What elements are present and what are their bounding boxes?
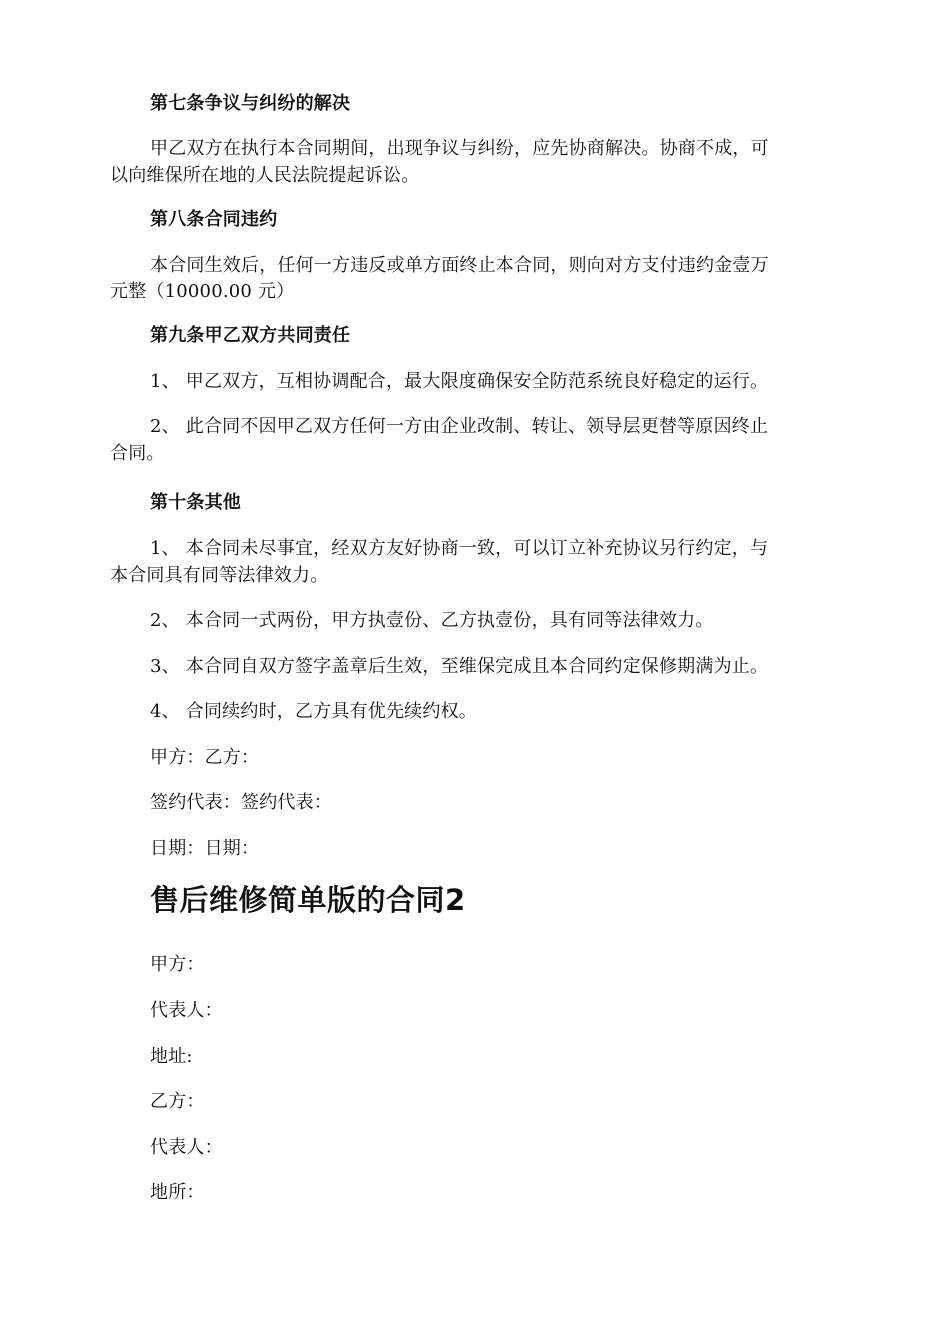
section-8-body-line-1: 本合同生效后，任何一方违反或单方面终止本合同，则向对方支付违约金壹万 [150, 255, 769, 276]
section-7-title: 第七条争议与纠纷的解决 [150, 93, 351, 114]
contract-2-address-b: 地所： [150, 1182, 205, 1203]
signature-parties: 甲方：乙方： [150, 747, 260, 768]
section-8-title: 第八条合同违约 [150, 209, 278, 230]
signature-representatives: 签约代表：签约代表： [150, 792, 332, 813]
section-10-item-1-line-1: 1、 本合同未尽事宜，经双方友好协商一致，可以订立补充协议另行约定，与 [150, 538, 769, 559]
section-10-item-1-line-2: 本合同具有同等法律效力。 [110, 565, 329, 586]
section-9-title: 第九条甲乙双方共同责任 [150, 325, 351, 346]
section-9-item-2-line-1: 2、 此合同不因甲乙双方任何一方由企业改制、转让、领导层更替等原因终止 [150, 416, 769, 437]
section-10-item-4: 4、 合同续约时，乙方具有优先续约权。 [150, 701, 477, 722]
section-7-body-line-2: 以向维保所在地的人民法院提起诉讼。 [110, 165, 420, 186]
section-10-title: 第十条其他 [150, 492, 241, 513]
section-10-item-2: 2、 本合同一式两份，甲方执壹份、乙方执壹份，具有同等法律效力。 [150, 610, 714, 631]
section-9-item-2-line-2: 合同。 [110, 443, 165, 464]
signature-dates: 日期：日期： [150, 838, 260, 859]
contract-2-party-a: 甲方： [150, 954, 205, 975]
contract-2-title: 售后维修简单版的合同2 [150, 883, 466, 917]
section-7-body-line-1: 甲乙双方在执行本合同期间，出现争议与纠纷，应先协商解决。协商不成，可 [150, 138, 769, 159]
contract-2-representative-b: 代表人： [150, 1137, 223, 1158]
contract-2-party-b: 乙方： [150, 1091, 205, 1112]
section-8-body-line-2: 元整（10000.00 元） [110, 281, 295, 302]
section-9-item-1: 1、 甲乙双方，互相协调配合，最大限度确保安全防范系统良好稳定的运行。 [150, 371, 769, 392]
section-10-item-3: 3、 本合同自双方签字盖章后生效，至维保完成且本合同约定保修期满为止。 [150, 656, 769, 677]
contract-2-representative-a: 代表人： [150, 1000, 223, 1021]
contract-2-address-a: 地址: [150, 1046, 193, 1067]
